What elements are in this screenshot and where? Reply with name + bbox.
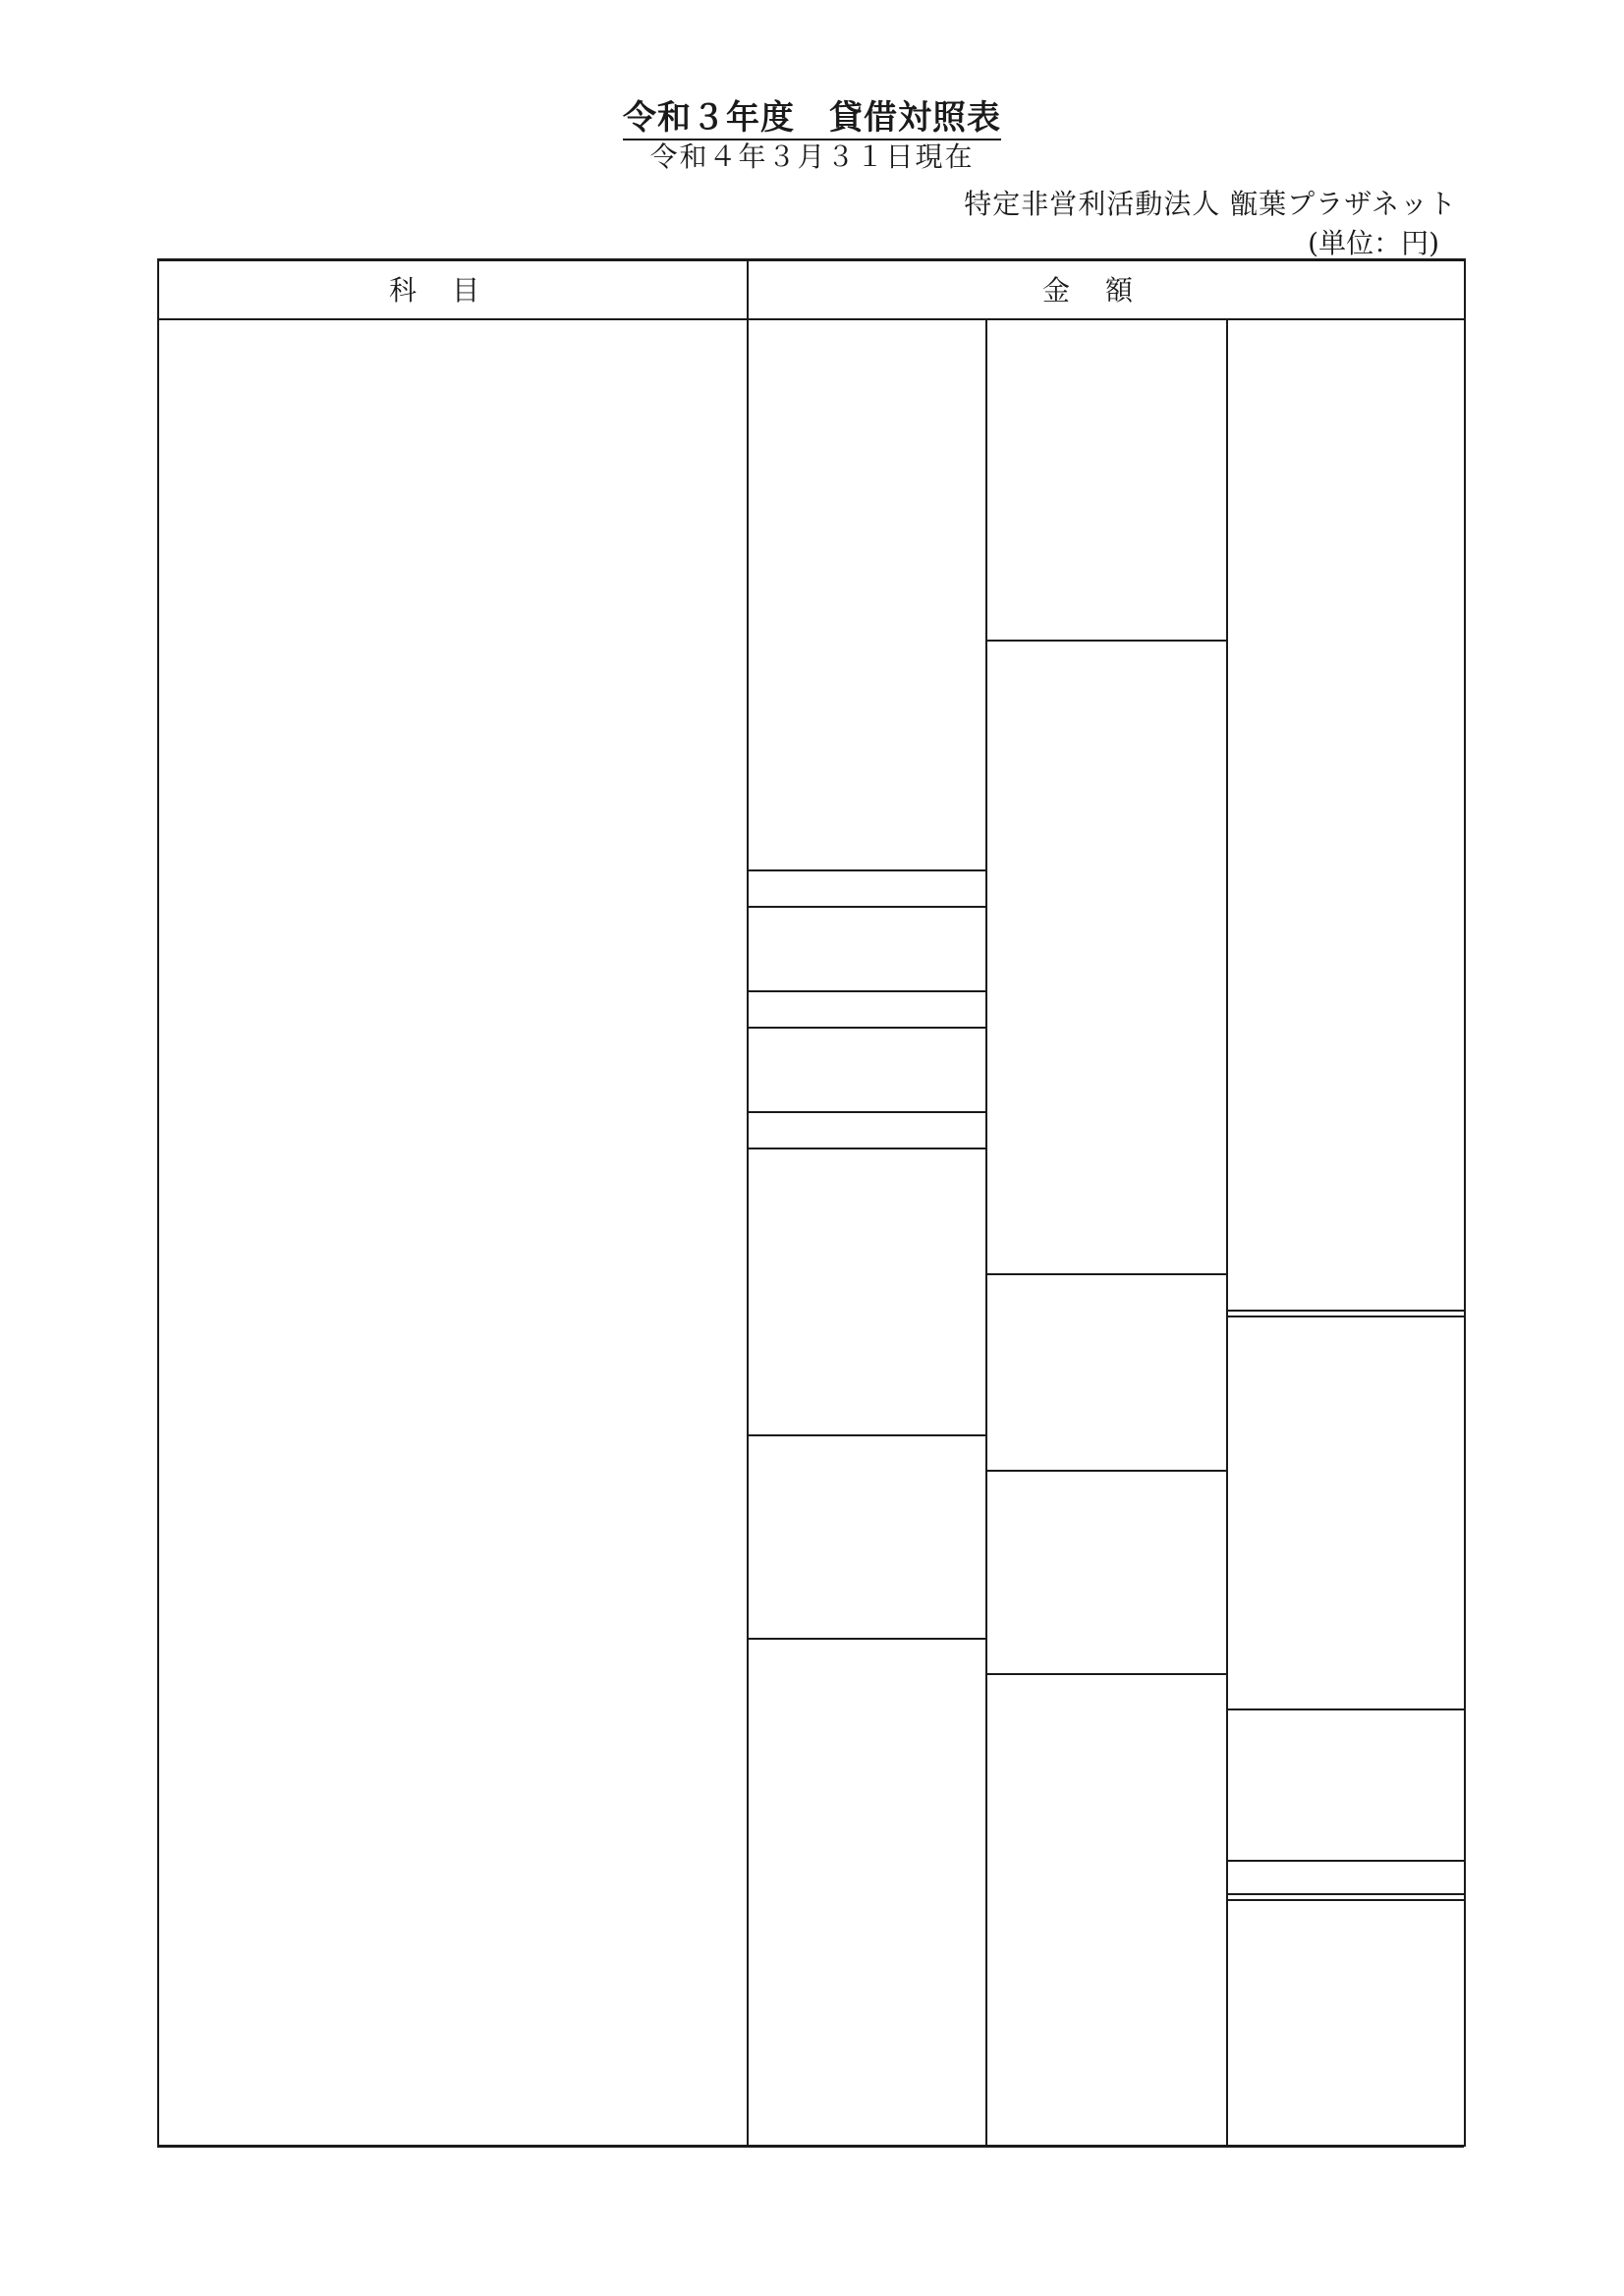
amount-col3-divider	[1226, 318, 1228, 2147]
table-top-border	[157, 258, 1464, 261]
rule-tangible-bottom	[747, 906, 985, 908]
amount-col2-divider	[985, 318, 987, 2147]
unit-label: (単位：円)	[1308, 227, 1439, 259]
rule-investments-top	[747, 1111, 985, 1113]
rule-grand-total-2	[1226, 1899, 1464, 1901]
column-header-amount: 金額	[1041, 273, 1168, 307]
table-bottom-border	[157, 2145, 1464, 2148]
rule-total-assets-1	[1226, 1310, 1464, 1312]
report-title: 令和３年度 貸借対照表	[0, 90, 1624, 139]
rule-fixed-liab-top	[747, 1638, 985, 1640]
rule-tangible-top	[747, 869, 985, 871]
rule-intangible-top	[747, 990, 985, 992]
rule-current-liab-total	[985, 1470, 1226, 1472]
rule-intangible-bottom	[747, 1027, 985, 1029]
rule-net-assets-total	[1226, 1860, 1464, 1862]
column-header-account: 科目	[388, 273, 515, 307]
rule-investments-bottom	[747, 1148, 985, 1149]
rule-current-liab-top	[747, 1434, 985, 1436]
account-amount-divider	[747, 258, 749, 2147]
rule-total-liab	[1226, 1708, 1464, 1710]
table-left-border	[157, 258, 159, 2147]
table-right-border	[1464, 258, 1466, 2147]
report-date: 令和４年３月３１日現在	[649, 140, 975, 173]
rule-grand-total-1	[1226, 1893, 1464, 1895]
rule-fixed-liab-total	[985, 1673, 1226, 1675]
rule-fixed-assets-total	[985, 1273, 1226, 1275]
rule-total-assets-2	[1226, 1316, 1464, 1317]
header-divider	[157, 318, 1464, 320]
rule-current-assets-total	[985, 640, 1226, 642]
organization-name: 特定非営利活動法人 甑葉プラザネット	[964, 188, 1457, 220]
balance-sheet-table	[157, 258, 1464, 2145]
